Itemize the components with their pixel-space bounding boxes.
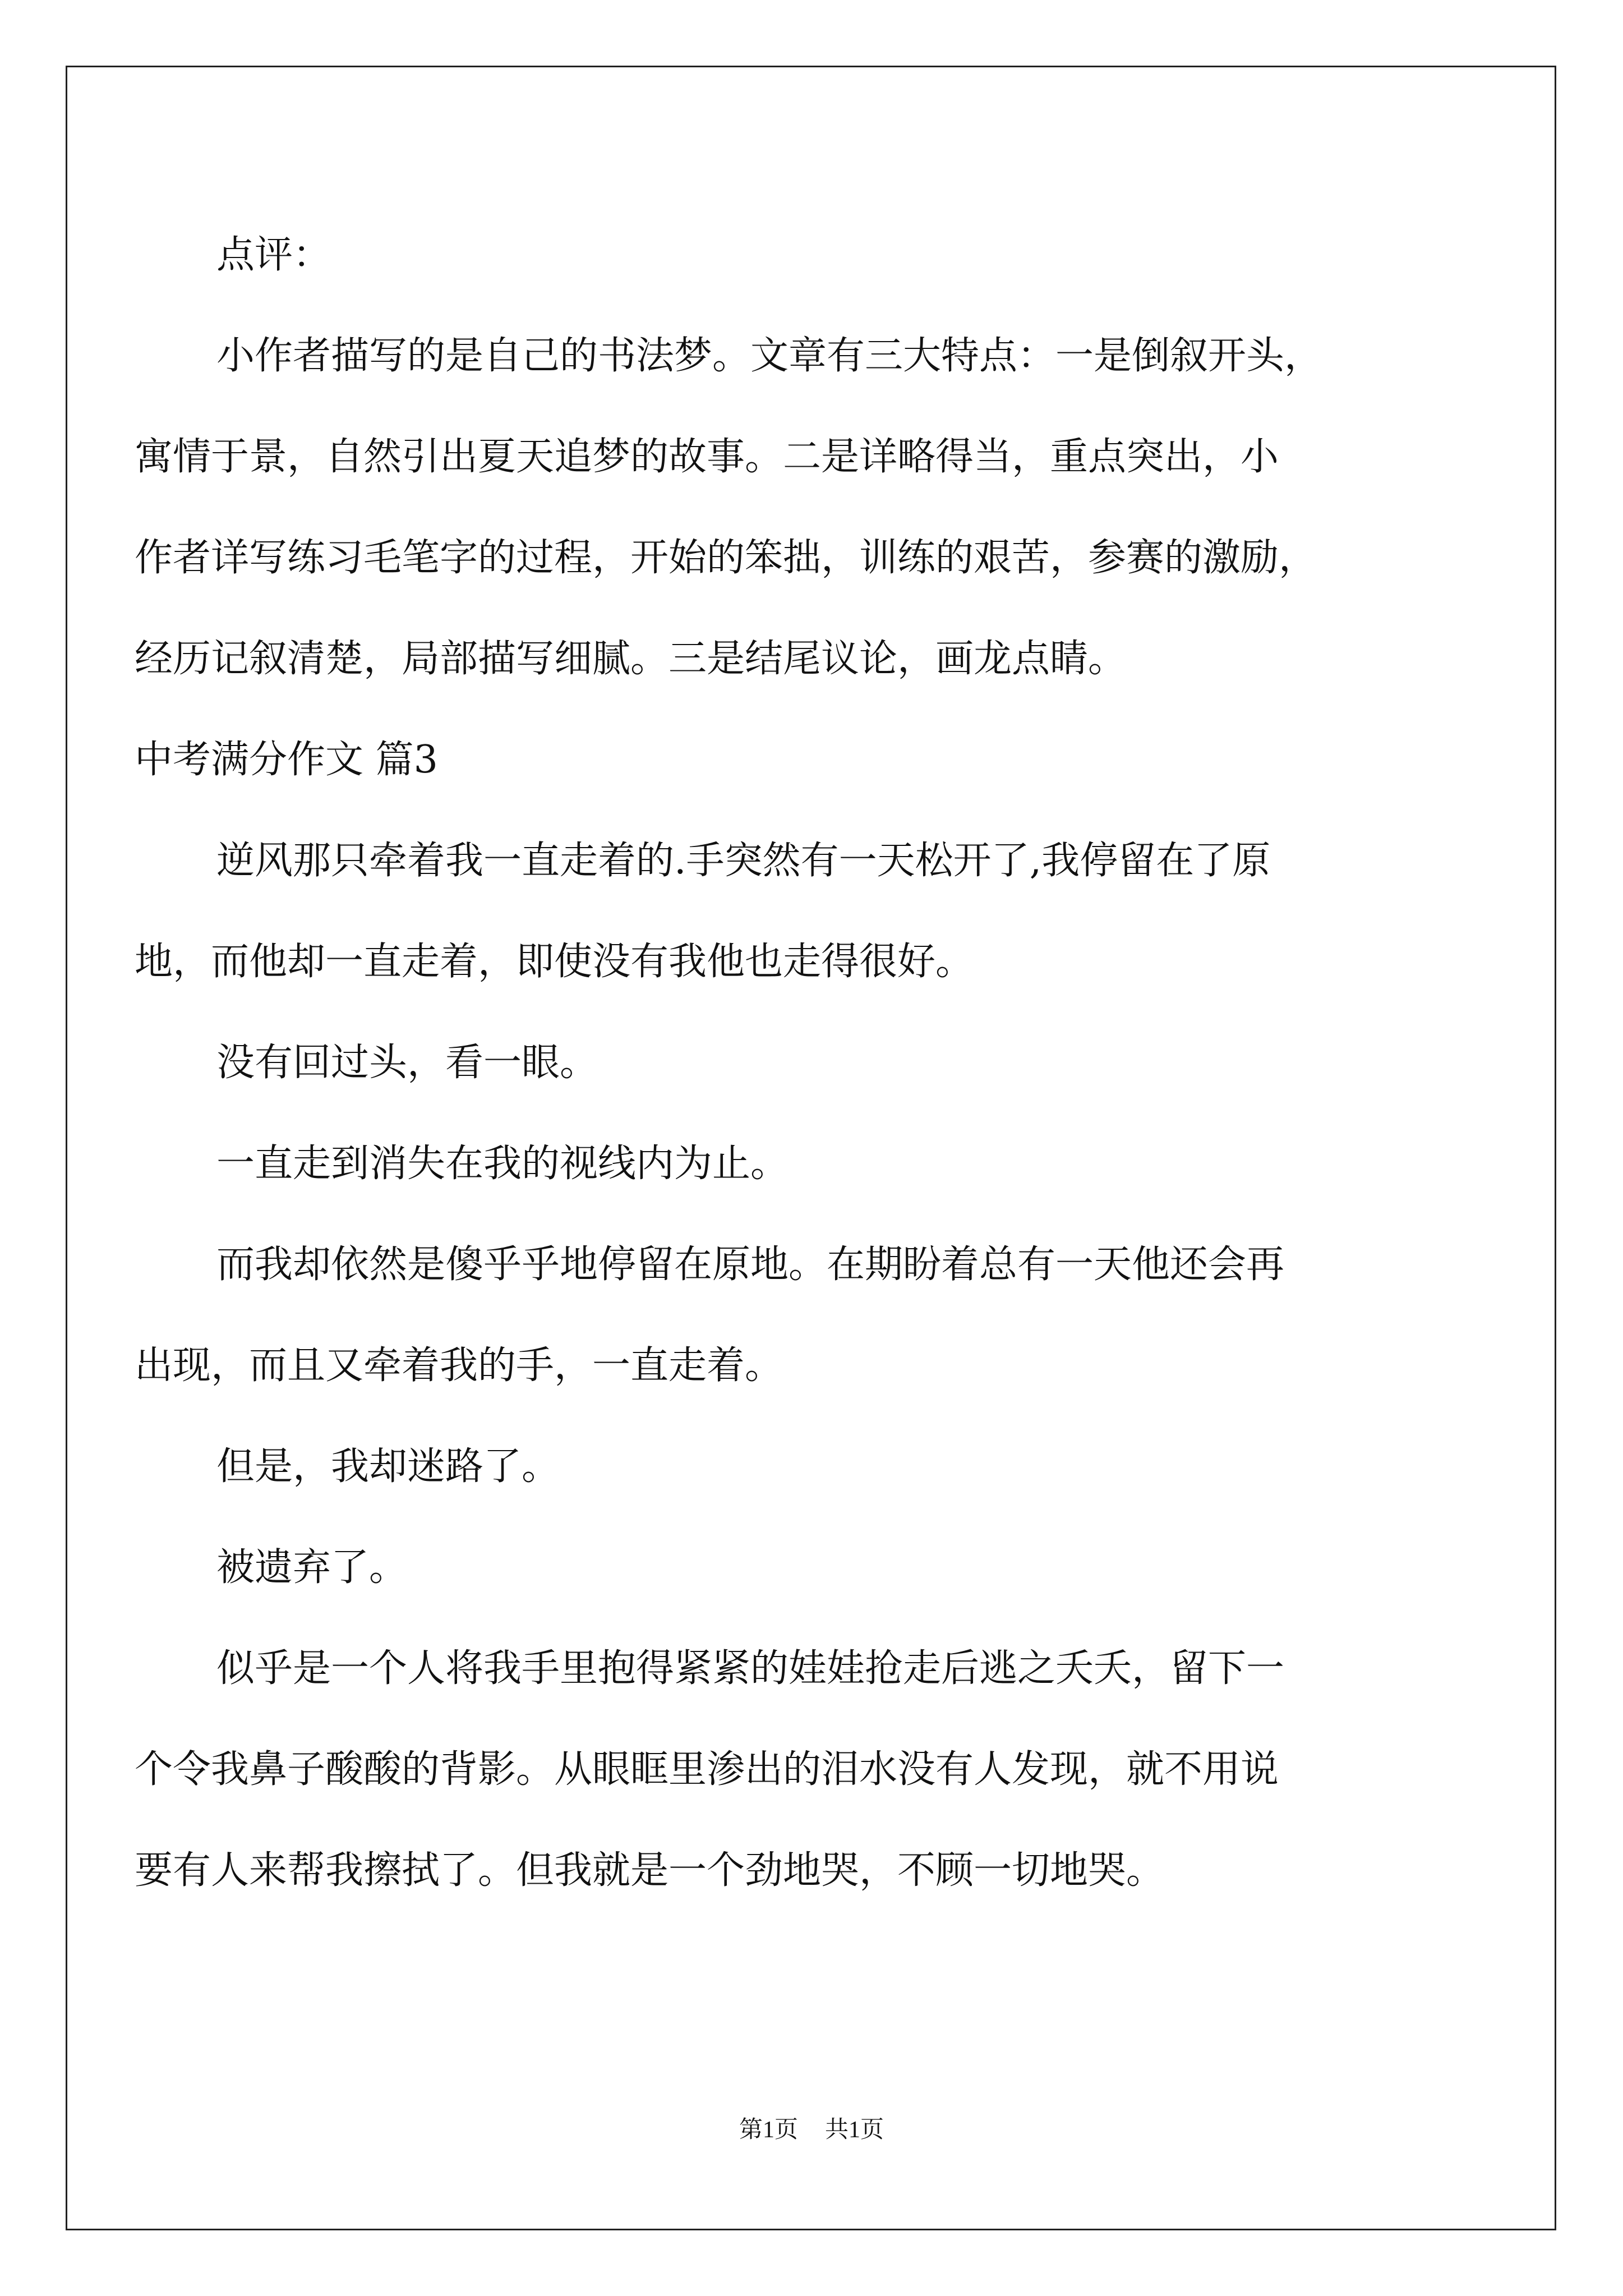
comment-heading: 点评： <box>216 233 331 277</box>
paragraph-line: 似乎是一个人将我手里抱得紧紧的娃娃抢走后逃之夭夭，留下一 <box>216 1646 1285 1691</box>
paragraph-line: 经历记叙清楚，局部描写细腻。三是结尾议论，画龙点睛。 <box>135 637 1127 681</box>
paragraph-line: 作者详写练习毛笔字的过程，开始的笨拙，训练的艰苦，参赛的激励， <box>135 536 1317 580</box>
paragraph-line: 被遗弃了。 <box>216 1545 408 1590</box>
paragraph-line: 个令我鼻子酸酸的背影。从眼眶里渗出的泪水没有人发现，就不用说 <box>135 1747 1279 1792</box>
paragraph-line: 但是，我却迷路了。 <box>216 1444 560 1489</box>
section-title: 中考满分作文 篇3 <box>135 738 438 782</box>
page-total: 共1页 <box>825 2117 884 2143</box>
paragraph-line: 逆风那只牵着我一直走着的.手突然有一天松开了,我停留在了原 <box>216 839 1271 883</box>
paragraph-line: 一直走到消失在我的视线内为止。 <box>216 1142 789 1186</box>
paragraph-line: 地，而他却一直走着，即使没有我他也走得很好。 <box>135 940 974 984</box>
paragraph-line: 出现，而且又牵着我的手，一直走着。 <box>135 1343 783 1388</box>
page-footer <box>0 2116 1623 2144</box>
paragraph-line: 寓情于景，自然引出夏天追梦的故事。二是详略得当，重点突出，小 <box>135 435 1279 479</box>
page-number: 第1页 <box>739 2117 798 2143</box>
paragraph-line: 要有人来帮我擦拭了。但我就是一个劲地哭，不顾一切地哭。 <box>135 1848 1165 1893</box>
paragraph-line: 没有回过头，看一眼。 <box>216 1041 598 1085</box>
paragraph-line: 小作者描写的是自己的书法梦。文章有三大特点：一是倒叙开头， <box>216 334 1323 378</box>
paragraph-line: 而我却依然是傻乎乎地停留在原地。在期盼着总有一天他还会再 <box>216 1243 1285 1287</box>
